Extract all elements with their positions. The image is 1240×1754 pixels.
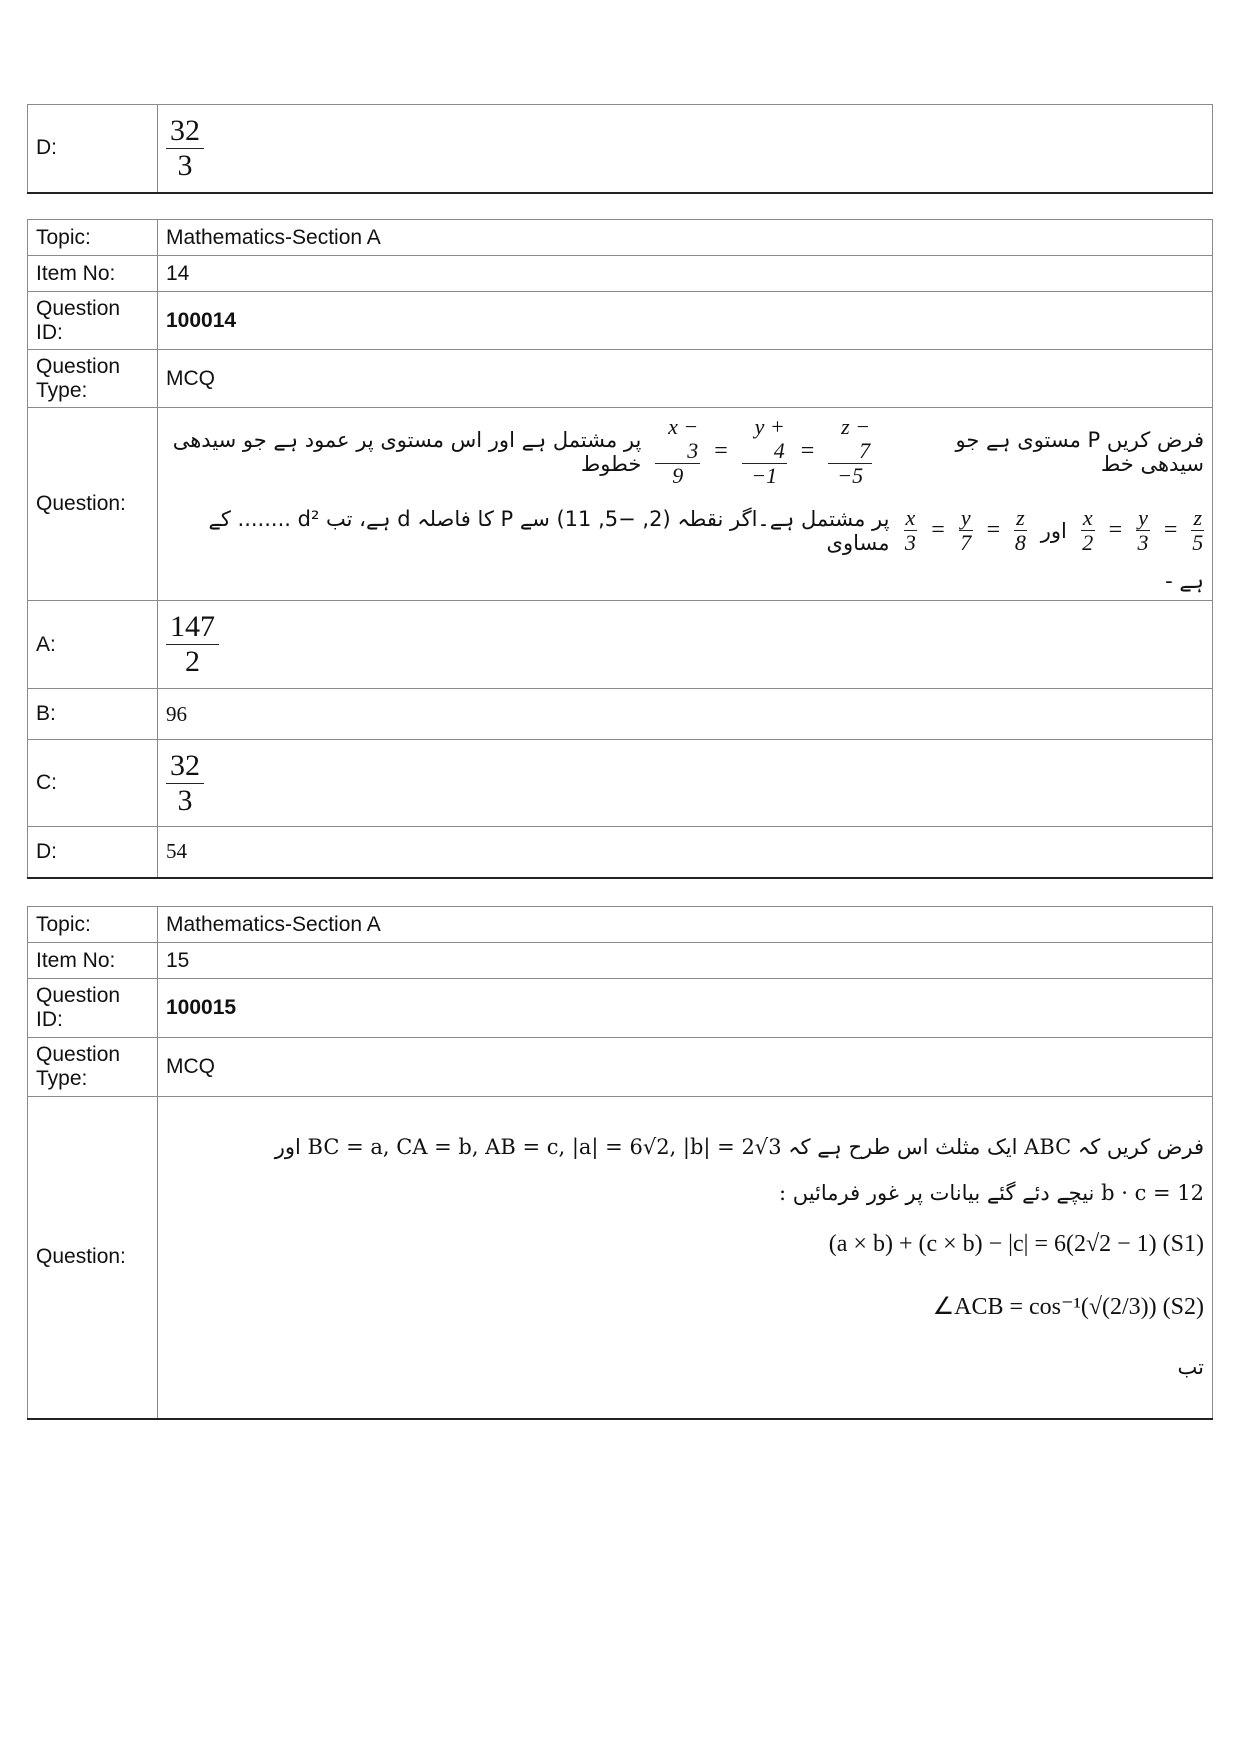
prev-question-table <box>27 104 1213 194</box>
question-line-1: فرض کریں کہ ABC ایک مثلث اس طرح ہے کہ BC = a, CA = b, AB = c, |a| = 6√2, |b| = 2√3 اور <box>274 1135 1204 1160</box>
question-type-label: Question Type: <box>28 1038 158 1097</box>
question-label: Question: <box>28 1097 158 1419</box>
option-b-value: 96 <box>158 689 1213 740</box>
option-d-label: D: <box>28 827 158 878</box>
question-id-value: 100015 <box>158 979 1213 1038</box>
question-line-3: ہے - <box>1165 569 1204 593</box>
option-c-value: $\frac{32}{3}$ <box>158 740 1213 827</box>
question-14-table <box>27 219 1213 879</box>
item-no-value: 14 <box>158 256 1213 292</box>
item-no-label: Item No: <box>28 943 158 979</box>
question-line-2: b · c = 12 نیچے دئے گئے بیانات پر غور فرمائیں : <box>778 1181 1204 1206</box>
question-text <box>158 408 1213 601</box>
statement-s2: ∠ACB = cos⁻¹(√(2/3)) (S2) <box>932 1294 1204 1321</box>
topic-value: Mathematics-Section A <box>158 220 1213 256</box>
statement-s1: (a × b) + (c × b) − |c| = 6(2√2 − 1) (S1) <box>828 1231 1204 1258</box>
question-line-5: تب <box>1177 1355 1204 1380</box>
option-c-label: C: <box>28 740 158 827</box>
question-type-value: MCQ <box>158 1038 1213 1097</box>
item-no-label: Item No: <box>28 256 158 292</box>
item-no-value: 15 <box>158 943 1213 979</box>
option-d-value: 54 <box>158 827 1213 878</box>
question-id-value: 100014 <box>158 292 1213 350</box>
question-text <box>158 1097 1213 1419</box>
question-id-label: Question ID: <box>28 979 158 1038</box>
option-a-label: A: <box>28 601 158 689</box>
topic-label: Topic: <box>28 220 158 256</box>
option-d-label: D: <box>28 105 158 193</box>
question-id-label: Question ID: <box>28 292 158 350</box>
fraction: $\frac{32}{3}$ <box>166 114 204 183</box>
question-15-table <box>27 906 1213 1420</box>
option-d-value <box>158 105 1213 193</box>
question-line-2: پر مشتمل ہے۔اگر نقطہ (2, −5, 11) سے P کا فاصلہ d ہے، تب d² ........ کے مساوی $\frac{x}{3}$ = $\frac{y}{7}$ = $\frac{z}{8}$ اور $\frac{x}{2}$ = $\frac{y}{3}$ = $\frac{z}{5}$ <box>208 505 1204 555</box>
topic-value: Mathematics-Section A <box>158 907 1213 943</box>
question-type-label: Question Type: <box>28 350 158 408</box>
topic-label: Topic: <box>28 907 158 943</box>
question-type-value: MCQ <box>158 350 1213 408</box>
question-label: Question: <box>28 408 158 601</box>
option-a-value: $\frac{147}{2}$ <box>158 601 1213 689</box>
question-line-1: پر مشتمل ہے اور اس مستوی پر عمود ہے جو سیدھی خطوط $\frac{x - 3}{9}$ = $\frac{y + 4}{-1}$ = $\frac{z - 7}{-5}$ فرض کریں P مستوی ہے جو سیدھی خط <box>172 414 1204 488</box>
option-b-label: B: <box>28 689 158 740</box>
